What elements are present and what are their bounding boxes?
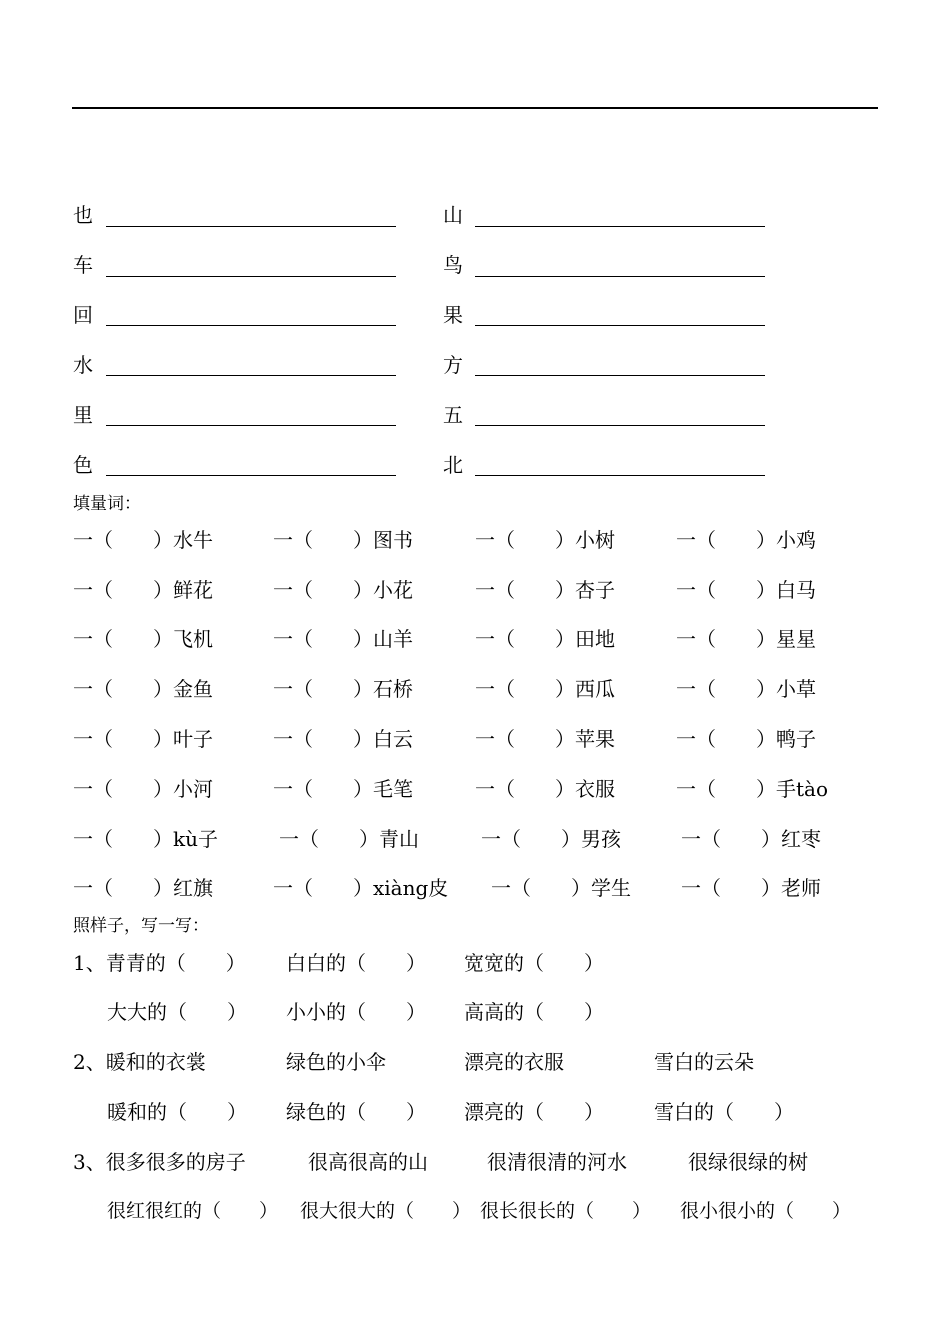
example-item: 高高的（ ） bbox=[464, 1000, 604, 1024]
measure-word-item: 一（ ）手tào bbox=[676, 777, 829, 801]
measure-word-item: 一（ ）鸭子 bbox=[676, 727, 816, 751]
example-item: 小小的（ ） bbox=[286, 1000, 426, 1024]
measure-word-item: 一（ ）红旗 bbox=[73, 876, 213, 900]
example-item: 1、青青的（ ） bbox=[73, 951, 246, 975]
example-item: 漂亮的衣服 bbox=[464, 1050, 564, 1074]
example-item: 很清很清的河水 bbox=[487, 1150, 627, 1174]
char-prompt: 色 bbox=[73, 453, 93, 477]
char-prompt: 山 bbox=[443, 203, 463, 227]
measure-word-item: 一（ ）田地 bbox=[475, 627, 615, 651]
char-prompt: 北 bbox=[443, 453, 463, 477]
example-item: 很绿很绿的树 bbox=[688, 1150, 808, 1174]
char-prompt: 方 bbox=[443, 353, 463, 377]
char-prompt: 五 bbox=[443, 403, 463, 427]
measure-word-item: 一（ ）青山 bbox=[279, 827, 419, 851]
char-prompt: 果 bbox=[443, 303, 463, 327]
measure-word-item: 一（ ）男孩 bbox=[481, 827, 621, 851]
answer-line[interactable] bbox=[475, 226, 765, 227]
measure-word-item: 一（ ）老师 bbox=[681, 876, 821, 900]
top-rule bbox=[72, 107, 878, 109]
measure-word-item: 一（ ）叶子 bbox=[73, 727, 213, 751]
answer-line[interactable] bbox=[475, 425, 765, 426]
answer-line[interactable] bbox=[106, 425, 396, 426]
example-item: 漂亮的（ ） bbox=[464, 1100, 604, 1124]
measure-word-item: 一（ ）xiàng皮 bbox=[273, 876, 449, 900]
char-prompt: 也 bbox=[73, 203, 93, 227]
answer-line[interactable] bbox=[106, 475, 396, 476]
example-item: 很红很红的（ ） bbox=[107, 1200, 279, 1222]
example-item: 很长很长的（ ） bbox=[480, 1200, 652, 1222]
example-item: 3、很多很多的房子 bbox=[73, 1150, 246, 1174]
answer-line[interactable] bbox=[475, 475, 765, 476]
example-item: 很高很高的山 bbox=[308, 1150, 428, 1174]
example-item: 很小很小的（ ） bbox=[680, 1200, 852, 1222]
measure-word-item: 一（ ）杏子 bbox=[475, 578, 615, 602]
example-item: 雪白的（ ） bbox=[654, 1100, 794, 1124]
measure-word-item: 一（ ）学生 bbox=[491, 876, 631, 900]
answer-line[interactable] bbox=[106, 325, 396, 326]
measure-word-item: 一（ ）小树 bbox=[475, 528, 615, 552]
answer-line[interactable] bbox=[106, 226, 396, 227]
measure-word-item: 一（ ）石桥 bbox=[273, 677, 413, 701]
measure-word-item: 一（ ）山羊 bbox=[273, 627, 413, 651]
measure-word-item: 一（ ）鲜花 bbox=[73, 578, 213, 602]
answer-line[interactable] bbox=[106, 375, 396, 376]
char-prompt: 回 bbox=[73, 303, 93, 327]
measure-word-item: 一（ ）白马 bbox=[676, 578, 816, 602]
example-item: 雪白的云朵 bbox=[654, 1050, 754, 1074]
measure-word-item: 一（ ）kù子 bbox=[73, 827, 218, 851]
measure-word-item: 一（ ）小鸡 bbox=[676, 528, 816, 552]
measure-word-item: 一（ ）水牛 bbox=[73, 528, 213, 552]
measure-word-item: 一（ ）衣服 bbox=[475, 777, 615, 801]
char-prompt: 车 bbox=[73, 253, 93, 277]
char-prompt: 水 bbox=[73, 353, 93, 377]
measure-word-item: 一（ ）小花 bbox=[273, 578, 413, 602]
answer-line[interactable] bbox=[475, 276, 765, 277]
measure-word-item: 一（ ）西瓜 bbox=[475, 677, 615, 701]
answer-line[interactable] bbox=[106, 276, 396, 277]
examples-heading: 照样子，写一写： bbox=[73, 916, 209, 936]
example-item: 绿色的小伞 bbox=[286, 1050, 386, 1074]
measure-word-item: 一（ ）飞机 bbox=[73, 627, 213, 651]
answer-line[interactable] bbox=[475, 325, 765, 326]
measure-word-item: 一（ ）小河 bbox=[73, 777, 213, 801]
example-item: 暖和的（ ） bbox=[107, 1100, 247, 1124]
example-item: 大大的（ ） bbox=[107, 1000, 247, 1024]
measure-word-item: 一（ ）毛笔 bbox=[273, 777, 413, 801]
example-item: 宽宽的（ ） bbox=[464, 951, 604, 975]
measure-words-heading: 填量词： bbox=[73, 494, 141, 514]
measure-word-item: 一（ ）图书 bbox=[273, 528, 413, 552]
char-prompt: 里 bbox=[73, 403, 93, 427]
measure-word-item: 一（ ）金鱼 bbox=[73, 677, 213, 701]
answer-line[interactable] bbox=[475, 375, 765, 376]
example-item: 很大很大的（ ） bbox=[300, 1200, 472, 1222]
measure-word-item: 一（ ）白云 bbox=[273, 727, 413, 751]
measure-word-item: 一（ ）红枣 bbox=[681, 827, 821, 851]
char-prompt: 鸟 bbox=[443, 253, 463, 277]
example-item: 绿色的（ ） bbox=[286, 1100, 426, 1124]
measure-word-item: 一（ ）小草 bbox=[676, 677, 816, 701]
example-item: 2、暖和的衣裳 bbox=[73, 1050, 206, 1074]
measure-word-item: 一（ ）苹果 bbox=[475, 727, 615, 751]
measure-word-item: 一（ ）星星 bbox=[676, 627, 816, 651]
example-item: 白白的（ ） bbox=[286, 951, 426, 975]
